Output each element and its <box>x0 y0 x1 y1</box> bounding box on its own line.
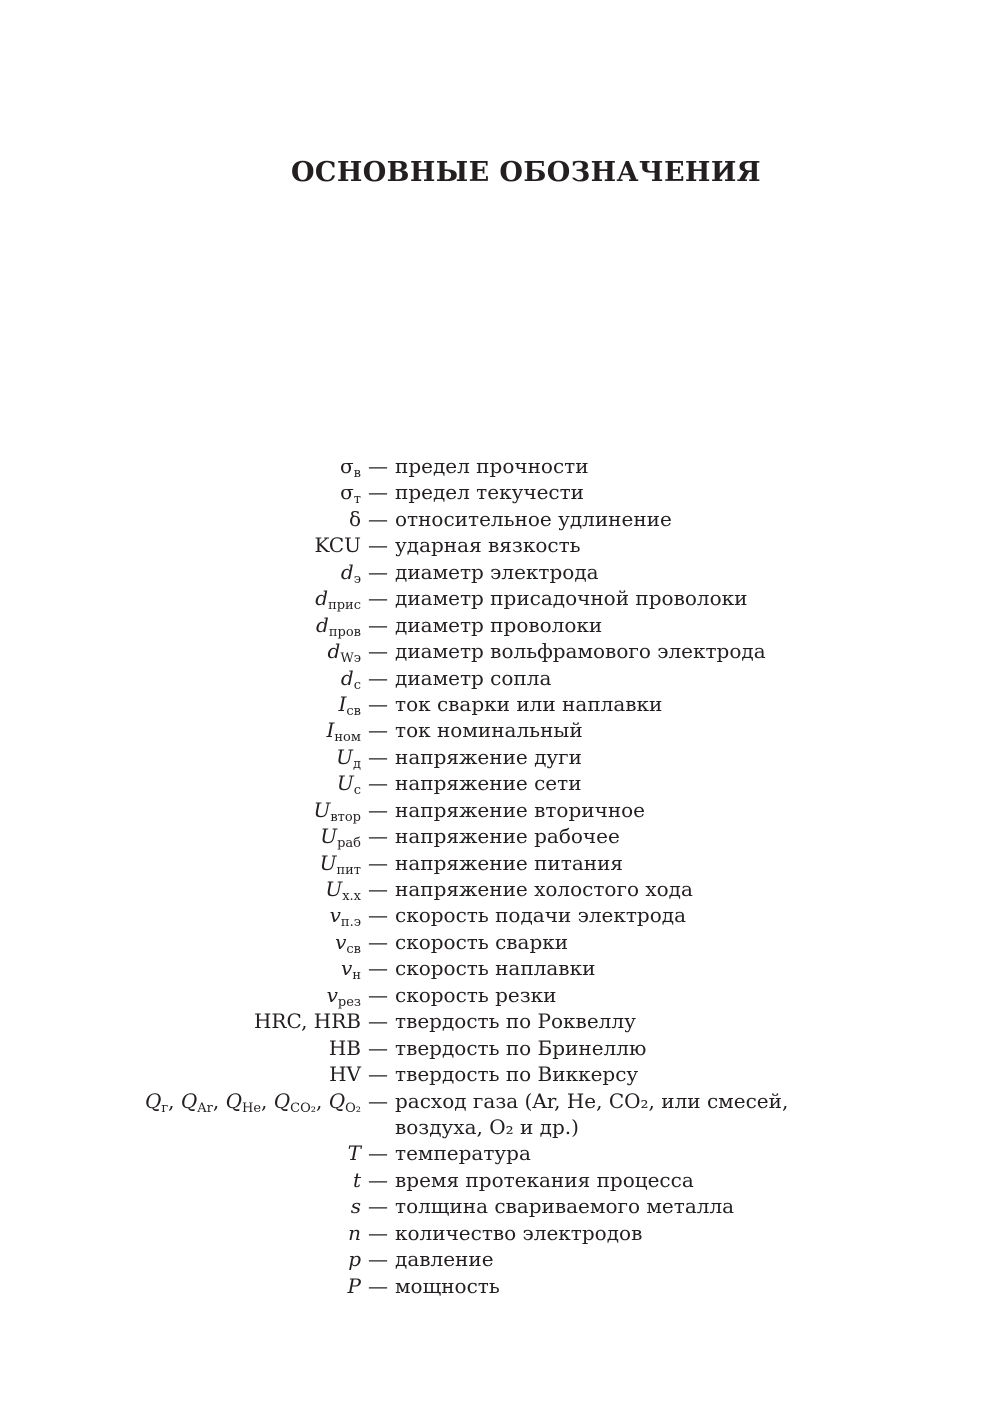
notation-symbol: $v_н$ <box>341 956 361 984</box>
notation-description: предел прочности <box>395 454 589 478</box>
notation-row <box>0 1140 1004 1166</box>
notation-row <box>0 1193 1004 1219</box>
notation-description: предел текучести <box>395 480 585 505</box>
dash: — <box>368 1088 388 1113</box>
notation-symbol: $U_{пит}$ <box>319 850 361 878</box>
notation-symbol: $U_с$ <box>336 771 361 799</box>
dash: — <box>368 1273 388 1298</box>
notation-symbol: $d_{прис}$ <box>315 586 361 614</box>
notation-symbol: $U_{втор}$ <box>313 797 361 825</box>
notation-symbol: $U_д$ <box>336 744 361 772</box>
notation-row <box>0 1008 1004 1034</box>
notation-description: время протекания процесса <box>395 1167 694 1192</box>
notation-description: мощность <box>395 1273 500 1298</box>
notation-symbol: $d_{Wэ}$ <box>327 639 361 667</box>
dash: — <box>368 612 388 637</box>
notation-symbol: $v_{св}$ <box>335 929 361 957</box>
notation-symbol: KCU <box>314 533 361 558</box>
dash: — <box>368 744 388 769</box>
dash: — <box>368 850 388 875</box>
notation-list <box>0 453 1004 1299</box>
notation-symbol: $U_{х.х}$ <box>325 877 361 904</box>
notation-description: напряжение сети <box>395 771 582 796</box>
notation-symbol: $v_{п.э}$ <box>329 903 361 931</box>
notation-description: скорость наплавки <box>395 956 596 981</box>
notation-description: напряжение питания <box>395 850 624 875</box>
dash: — <box>368 533 388 558</box>
notation-description: диаметр проволоки <box>395 612 603 637</box>
notation-description: твердость по Роквеллу <box>395 1009 636 1034</box>
notation-symbol: n <box>348 1220 361 1245</box>
dash: — <box>368 1009 388 1034</box>
notation-description: скорость подачи электрода <box>395 903 687 928</box>
dash: — <box>368 903 388 928</box>
notation-row <box>0 453 1004 479</box>
notation-symbol: $d_{пров}$ <box>316 612 361 640</box>
dash: — <box>368 877 388 901</box>
notation-row <box>0 982 1004 1008</box>
notation-row <box>0 585 1004 614</box>
notation-description: напряжение вторичное <box>395 797 646 822</box>
dash: — <box>368 797 388 822</box>
dash: — <box>368 454 388 478</box>
notation-row <box>0 744 1004 770</box>
notation-description: напряжение холостого хода <box>395 877 693 901</box>
notation-row <box>0 823 1004 852</box>
notation-row <box>0 479 1004 508</box>
dash: — <box>368 1194 388 1219</box>
notation-symbol: s <box>350 1194 361 1219</box>
notation-symbol: HV <box>329 1062 361 1087</box>
notation-row <box>0 850 1004 876</box>
notation-description: скорость резки <box>395 982 557 1007</box>
notation-description: относительное удлинение <box>395 506 672 531</box>
notation-row <box>0 1167 1004 1193</box>
notation-row <box>0 929 1004 955</box>
notation-description: напряжение дуги <box>395 744 582 769</box>
notation-symbol: $d_э$ <box>340 559 361 587</box>
notation-description: ток номинальный <box>395 718 583 743</box>
notation-symbol: $v_{рез}$ <box>326 982 361 1010</box>
notation-symbol: $I_{ном}$ <box>326 718 361 746</box>
notation-row <box>0 1061 1004 1087</box>
notation-row <box>0 532 1004 558</box>
notation-row <box>0 770 1004 799</box>
notation-row <box>0 1246 1004 1272</box>
dash: — <box>368 956 388 981</box>
dash: — <box>368 691 388 716</box>
dash: — <box>368 771 388 796</box>
notation-row <box>0 902 1004 931</box>
notation-symbol: $\sigma_т$ <box>340 480 361 508</box>
dash: — <box>368 586 388 611</box>
notation-row <box>0 876 1004 902</box>
dash: — <box>368 665 388 690</box>
notation-description: диаметр сопла <box>395 665 552 690</box>
notation-row <box>0 691 1004 717</box>
notation-description: толщина свариваемого металла <box>395 1194 735 1219</box>
notation-description: температура <box>395 1141 531 1166</box>
notation-description: напряжение рабочее <box>395 824 620 849</box>
notation-symbol: $d_с$ <box>340 665 361 693</box>
notation-description: твердость по Виккерсу <box>395 1062 639 1087</box>
notation-description: твердость по Бринеллю <box>395 1035 647 1060</box>
notation-symbol: $\sigma_в$ <box>340 454 361 481</box>
dash: — <box>368 639 388 664</box>
dash: — <box>368 559 388 584</box>
dash: — <box>368 929 388 954</box>
notation-row <box>0 506 1004 532</box>
notation-symbol: T <box>347 1141 361 1166</box>
notation-symbol: P <box>347 1273 361 1298</box>
notation-description: ударная вязкость <box>395 533 581 558</box>
notation-symbol: HB <box>328 1035 361 1060</box>
notation-description: давление <box>395 1247 494 1272</box>
dash: — <box>368 1167 388 1192</box>
notation-row <box>0 665 1004 691</box>
notation-description: диаметр присадочной проволоки <box>395 586 748 611</box>
notation-symbol: t <box>352 1167 361 1192</box>
dash: — <box>368 506 388 531</box>
page-title: ОСНОВНЫЕ ОБОЗНАЧЕНИЯ <box>291 157 761 188</box>
notation-symbol: HRC, HRB <box>253 1009 361 1034</box>
notation-row <box>0 717 1004 746</box>
dash: — <box>368 1220 388 1245</box>
notation-description: расход газа (Ar, He, CO₂, или смесей, воздуха, O₂ и др.) <box>395 1088 789 1139</box>
notation-description: диаметр вольфрамового электрода <box>395 639 766 664</box>
notation-row <box>0 638 1004 667</box>
dash: — <box>368 982 388 1007</box>
dash: — <box>368 1035 388 1060</box>
notation-row <box>0 797 1004 823</box>
notation-description: количество электродов <box>395 1220 643 1245</box>
notation-row <box>0 955 1004 984</box>
dash: — <box>368 824 388 849</box>
notation-symbol: $U_{раб}$ <box>320 824 361 852</box>
notation-row <box>0 1035 1004 1061</box>
notation-symbol: $Q_г$, $Q_{Ar}$, $Q_{He}$, $Q_{CO_2}$, $Q_{O_2}$ <box>144 1088 361 1116</box>
notation-symbol: δ <box>348 506 361 531</box>
dash: — <box>368 1141 388 1166</box>
notation-description: диаметр электрода <box>395 559 599 584</box>
notation-description: ток сварки или наплавки <box>395 691 663 716</box>
notation-row <box>0 612 1004 638</box>
dash: — <box>368 718 388 743</box>
notation-description: скорость сварки <box>395 929 569 954</box>
notation-row <box>0 1220 1004 1246</box>
dash: — <box>368 1247 388 1272</box>
dash: — <box>368 1062 388 1087</box>
notation-row-gas-flow <box>0 1088 1004 1141</box>
notation-symbol: p <box>348 1247 361 1272</box>
notation-row <box>0 1273 1004 1299</box>
notation-symbol: $I_{св}$ <box>338 691 361 719</box>
dash: — <box>368 480 388 505</box>
notation-row <box>0 559 1004 585</box>
